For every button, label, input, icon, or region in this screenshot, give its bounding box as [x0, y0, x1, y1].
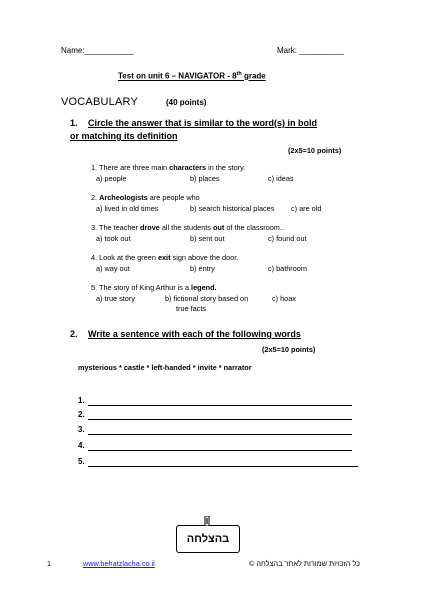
- question-2-option-a[interactable]: a) lived in old times: [96, 204, 159, 213]
- question-1-option-c[interactable]: c) ideas: [268, 174, 294, 183]
- question-1-option-b[interactable]: b) places: [190, 174, 220, 183]
- section2-number: 2.: [70, 329, 78, 339]
- name-field-label[interactable]: Name:___________: [61, 46, 134, 55]
- question-3-option-a[interactable]: a) took out: [96, 234, 131, 243]
- section1-score: (2x5=10 points): [288, 146, 342, 155]
- question-5-option-b-line2: true facts: [176, 304, 207, 313]
- mark-field-label[interactable]: Mark: __________: [277, 46, 344, 55]
- vocabulary-heading: VOCABULARY: [61, 96, 138, 108]
- section1-instruction-line2: or matching its definition: [70, 131, 178, 141]
- answer-line-2-number: 2.: [78, 410, 85, 419]
- question-3-stem: 3. The teacher drove all the students out of the classroom..: [91, 223, 284, 232]
- answer-line-5-number: 5.: [78, 457, 85, 466]
- section1-instruction-line1: Circle the answer that is similar to the word(s) in bold: [88, 118, 318, 128]
- section1-number: 1.: [70, 118, 78, 128]
- question-2-option-c[interactable]: c) are old: [291, 204, 322, 213]
- question-1-stem: 1. There are three main characters in the story.: [91, 163, 246, 172]
- answer-line-1-number: 1.: [78, 396, 85, 405]
- question-5-option-a[interactable]: a) true story: [96, 294, 135, 303]
- page-number: 1: [47, 559, 52, 568]
- question-3-option-c[interactable]: c) found out: [268, 234, 307, 243]
- answer-line-3-number: 3.: [78, 425, 85, 434]
- question-1-option-a[interactable]: a) people: [96, 174, 127, 183]
- question-4-option-b[interactable]: b) entry: [190, 264, 215, 273]
- question-5-stem: 5. The story of King Arthur is a legend.: [91, 283, 217, 292]
- section2-word-list: mysterious * castle * left-handed * invite * narrator: [78, 363, 252, 372]
- answer-line-1[interactable]: [88, 405, 352, 406]
- behatzlacha-logo: [176, 525, 240, 553]
- test-title: Test on unit 6 – NAVIGATOR - 8th grade: [118, 71, 266, 81]
- question-4-option-a[interactable]: a) way out: [96, 264, 130, 273]
- answer-line-4[interactable]: [88, 450, 352, 451]
- copyright-notice: כל הזכויות שמורות לאתר בהצלחה ©: [248, 559, 360, 568]
- question-2-stem: 2. Archeologists are people who: [91, 193, 200, 202]
- question-4-stem: 4. Look at the green exit sign above the door.: [91, 253, 239, 262]
- answer-line-5[interactable]: [88, 466, 358, 467]
- question-3-option-b[interactable]: b) sent out: [190, 234, 225, 243]
- section2-score: (2x5=10 points): [262, 345, 316, 354]
- website-link[interactable]: www.behatzlacha.co.il: [83, 559, 155, 568]
- question-4-option-c[interactable]: c) bathroom: [268, 264, 307, 273]
- question-5-option-b[interactable]: b) fictional story based on: [165, 294, 249, 303]
- logo-text: בהצלחה: [186, 533, 230, 545]
- answer-line-4-number: 4.: [78, 441, 85, 450]
- answer-line-3[interactable]: [88, 434, 352, 435]
- section2-instruction: Write a sentence with each of the following words: [88, 329, 301, 339]
- question-2-option-b[interactable]: b) search historical places: [190, 204, 275, 213]
- logo-mark-icon: [199, 516, 215, 526]
- question-5-option-c[interactable]: c) hoax: [272, 294, 296, 303]
- vocabulary-points: (40 points): [166, 98, 207, 107]
- answer-line-2[interactable]: [88, 419, 352, 420]
